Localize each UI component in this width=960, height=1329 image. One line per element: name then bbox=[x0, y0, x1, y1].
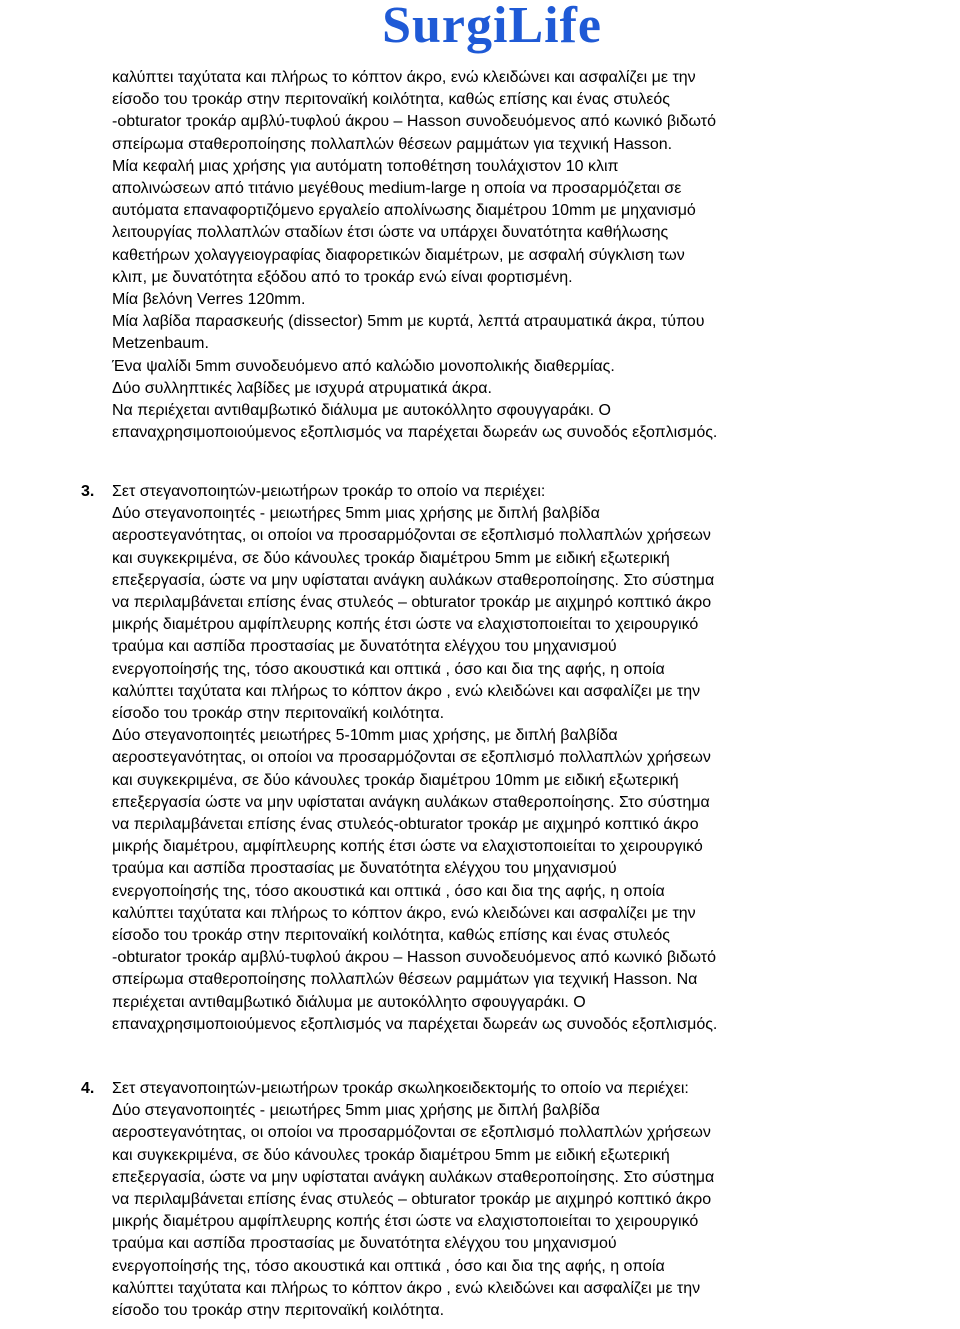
line-text: καλύπτει ταχύτατα και πλήρως το κόπτον άκρο , ενώ κλειδώνει και ασφαλίζει με την bbox=[112, 682, 701, 700]
line-text: -obturator τροκάρ αμβλύ-τυφλού άκρου – Hasson συνοδευόμενος από κωνικό βιδωτό bbox=[112, 113, 716, 131]
text-line bbox=[112, 1122, 852, 1144]
text-line bbox=[112, 1145, 852, 1167]
line-text: Σετ στεγανοποιητών-μειωτήρων τροκάρ σκωληκοειδεκτομής το οποίο να περιέχει: bbox=[112, 1080, 689, 1097]
line-text: αεροστεγανότητας, οι οποίοι να προσαρμόζονται σε εξοπλισμό πολλαπλών χρήσεων bbox=[112, 749, 711, 767]
line-text: μικρής διαμέτρου αμφίπλευρης κοπής έτσι ώστε να ελαχιστοποιείται το χειρουργικό bbox=[112, 616, 699, 634]
line-text: κλιπ, με δυνατότητα εξόδου από το τροκάρ ενώ είναι φορτισμένη. bbox=[112, 268, 573, 286]
line-text: επεξεργασία, ώστε να μην υφίσταται ανάγκη αυλάκων σταθεροποίησης. Στο σύστημα bbox=[112, 571, 715, 589]
text-line bbox=[112, 289, 852, 311]
text-line bbox=[112, 1189, 852, 1211]
line-text: απολινώσεων από τιτάνιο μεγέθους medium-large η οποία να προσαρμόζεται σε bbox=[112, 180, 682, 198]
text-line bbox=[112, 659, 852, 681]
brand-logo-text: SurgiLife bbox=[382, 0, 602, 54]
text-line bbox=[112, 992, 852, 1014]
text-line bbox=[81, 1078, 852, 1100]
text-line bbox=[112, 1211, 852, 1233]
text-line bbox=[112, 245, 852, 267]
section-3 bbox=[81, 481, 852, 1036]
line-text: να περιλαμβάνεται επίσης ένας στυλεός – obturator τροκάρ με αιχμηρό κοπτικό άκρο bbox=[112, 594, 712, 612]
text-line bbox=[112, 333, 852, 355]
line-text: ενεργοποίησής της, τόσο ακουστικά και οπτικά , όσο και δια της αφής, η οποία bbox=[112, 882, 665, 900]
section-4 bbox=[81, 1078, 852, 1322]
line-text: και συγκεκριμένα, σε δύο κάνουλες τροκάρ διαμέτρου 5mm με ειδική εξωτερική bbox=[112, 549, 670, 567]
section-number: 3. bbox=[81, 483, 95, 500]
text-line bbox=[112, 1167, 852, 1189]
text-line bbox=[112, 747, 852, 769]
line-text: ενεργοποίησής της, τόσο ακουστικά και οπτικά , όσο και δια της αφής, η οποία bbox=[112, 660, 665, 678]
text-line bbox=[112, 614, 852, 636]
text-line bbox=[112, 792, 852, 814]
text-line bbox=[112, 89, 852, 111]
paragraph-continuation bbox=[112, 67, 852, 444]
text-line bbox=[112, 925, 852, 947]
line-text: και συγκεκριμένα, σε δύο κάνουλες τροκάρ διαμέτρου 5mm με ειδική εξωτερική bbox=[112, 1146, 670, 1164]
text-line bbox=[112, 858, 852, 880]
text-line bbox=[112, 814, 852, 836]
line-text: σπείρωμα σταθεροποίησης πολλαπλών θέσεων ραμμάτων για τεχνική Hasson. Να bbox=[112, 971, 698, 989]
line-text: να περιλαμβάνεται επίσης ένας στυλεός – obturator τροκάρ με αιχμηρό κοπτικό άκρο bbox=[112, 1191, 712, 1209]
line-text: Μία λαβίδα παρασκευής (dissector) 5mm με κυρτά, λεπτά ατραυματικά άκρα, τύπου bbox=[112, 313, 705, 331]
line-text: τραύμα και ασπίδα προστασίας με δυνατότητα ελέγχου του μηχανισμού bbox=[112, 860, 617, 878]
text-line bbox=[112, 947, 852, 969]
line-text: είσοδο του τροκάρ στην περιτοναϊκή κοιλότητα, καθώς επίσης και ένας στυλεός bbox=[112, 927, 671, 945]
text-line bbox=[112, 134, 852, 156]
line-text: καθετήρων χολαγγειογραφίας διαφορετικών διαμέτρων, με ασφαλή σύγκλιση των bbox=[112, 246, 685, 264]
line-text: αεροστεγανότητας, οι οποίοι να προσαρμόζονται σε εξοπλισμό πολλαπλών χρήσεων bbox=[112, 527, 711, 545]
line-text: Δύο στεγανοποιητές - μειωτήρες 5mm μιας χρήσης με διπλή βαλβίδα bbox=[112, 505, 600, 523]
text-line bbox=[112, 836, 852, 858]
text-line bbox=[112, 548, 852, 570]
line-text: σπείρωμα σταθεροποίησης πολλαπλών θέσεων ραμμάτων για τεχνική Hasson. bbox=[112, 135, 673, 153]
line-text: μικρής διαμέτρου, αμφίπλευρης κοπής έτσι ώστε να ελαχιστοποιείται το χειρουργικό bbox=[112, 838, 703, 856]
line-text: είσοδο του τροκάρ στην περιτοναϊκή κοιλότητα, καθώς επίσης και ένας στυλεός bbox=[112, 91, 671, 109]
text-line bbox=[112, 178, 852, 200]
text-line bbox=[112, 525, 852, 547]
line-text: Μία κεφαλή μιας χρήσης για αυτόματη τοποθέτηση τουλάχιστον 10 κλιπ bbox=[112, 157, 619, 175]
line-text: Σετ στεγανοποιητών-μειωτήρων τροκάρ το οποίο να περιέχει: bbox=[112, 483, 546, 500]
line-text: είσοδο του τροκάρ στην περιτοναϊκή κοιλότητα. bbox=[112, 1302, 445, 1320]
text-line bbox=[112, 703, 852, 725]
line-text: λειτουργίας πολλαπλών σταδίων έτσι ώστε να υπάρχει δυνατότητα καθήλωσης bbox=[112, 224, 669, 242]
line-text: ενεργοποίησής της, τόσο ακουστικά και οπτικά , όσο και δια της αφής, η οποία bbox=[112, 1257, 665, 1275]
line-text: -obturator τροκάρ αμβλύ-τυφλού άκρου – Hasson συνοδευόμενος από κωνικό βιδωτό bbox=[112, 949, 716, 967]
line-text: καλύπτει ταχύτατα και πλήρως το κόπτον άκρο, ενώ κλειδώνει και ασφαλίζει με την bbox=[112, 904, 696, 922]
line-text: καλύπτει ταχύτατα και πλήρως το κόπτον άκρο , ενώ κλειδώνει και ασφαλίζει με την bbox=[112, 1279, 701, 1297]
line-text: επαναχρησιμοποιούμενος εξοπλισμός να παρέχεται δωρεάν ως συνοδός εξοπλισμός. bbox=[112, 1015, 718, 1033]
text-line bbox=[112, 1256, 852, 1278]
text-line bbox=[112, 881, 852, 903]
text-line bbox=[112, 592, 852, 614]
text-line bbox=[81, 481, 852, 503]
text-line bbox=[112, 969, 852, 991]
line-text: επεξεργασία, ώστε να μην υφίσταται ανάγκη αυλάκων σταθεροποίησης. Στο σύστημα bbox=[112, 1168, 715, 1186]
line-text: αυτόματα επαναφορτιζόμενο εργαλείο απολίνωσης διαμέτρου 10mm με μηχανισμό bbox=[112, 202, 696, 220]
text-line bbox=[112, 681, 852, 703]
text-line bbox=[112, 378, 852, 400]
text-line bbox=[112, 770, 852, 792]
text-line bbox=[112, 356, 852, 378]
line-text: Δύο στεγανοποιητές μειωτήρες 5-10mm μιας χρήσης, με διπλή βαλβίδα bbox=[112, 727, 618, 745]
line-text: καλύπτει ταχύτατα και πλήρως το κόπτον άκρο, ενώ κλειδώνει και ασφαλίζει με την bbox=[112, 69, 696, 86]
text-line bbox=[112, 570, 852, 592]
text-line bbox=[112, 422, 852, 444]
text-line bbox=[112, 111, 852, 133]
section-number: 4. bbox=[81, 1080, 95, 1097]
text-line bbox=[112, 725, 852, 747]
text-line bbox=[112, 311, 852, 333]
text-line bbox=[112, 903, 852, 925]
line-text: Να περιέχεται αντιθαμβωτικό διάλυμα με αυτοκόλλητο σφουγγαράκι. Ο bbox=[112, 402, 611, 420]
line-text: επεξεργασία ώστε να μην υφίσταται ανάγκη αυλάκων σταθεροποίησης. Στο σύστημα bbox=[112, 793, 710, 811]
line-text: και συγκεκριμένα, σε δύο κάνουλες τροκάρ διαμέτρου 10mm με ειδική εξωτερική bbox=[112, 771, 679, 789]
text-line bbox=[112, 67, 852, 89]
line-text: τραύμα και ασπίδα προστασίας με δυνατότητα ελέγχου του μηχανισμού bbox=[112, 1235, 617, 1253]
text-line bbox=[112, 156, 852, 178]
text-line bbox=[112, 503, 852, 525]
line-text: Μία βελόνη Verres 120mm. bbox=[112, 291, 306, 309]
text-line bbox=[112, 1233, 852, 1255]
text-line bbox=[112, 400, 852, 422]
line-text: περιέχεται αντιθαμβωτικό διάλυμα με αυτοκόλλητο σφουγγαράκι. Ο bbox=[112, 993, 586, 1011]
text-line bbox=[112, 1014, 852, 1036]
text-line bbox=[112, 200, 852, 222]
line-text: Δύο συλληπτικές λαβίδες με ισχυρά ατρυματικά άκρα. bbox=[112, 379, 492, 397]
line-text: Metzenbaum. bbox=[112, 335, 209, 353]
line-text: μικρής διαμέτρου αμφίπλευρης κοπής έτσι ώστε να ελαχιστοποιείται το χειρουργικό bbox=[112, 1213, 699, 1231]
text-line bbox=[112, 1100, 852, 1122]
text-line bbox=[112, 1300, 852, 1322]
text-line bbox=[112, 267, 852, 289]
line-text: αεροστεγανότητας, οι οποίοι να προσαρμόζονται σε εξοπλισμό πολλαπλών χρήσεων bbox=[112, 1124, 711, 1142]
line-text: τραύμα και ασπίδα προστασίας με δυνατότητα ελέγχου του μηχανισμού bbox=[112, 638, 617, 656]
line-text: Ένα ψαλίδι 5mm συνοδευόμενο από καλώδιο μονοπολικής διαθερμίας. bbox=[112, 357, 615, 375]
line-text: είσοδο του τροκάρ στην περιτοναϊκή κοιλότητα. bbox=[112, 705, 445, 723]
line-text: επαναχρησιμοποιούμενος εξοπλισμός να παρέχεται δωρεάν ως συνοδός εξοπλισμός. bbox=[112, 424, 718, 442]
text-line bbox=[112, 636, 852, 658]
line-text: να περιλαμβάνεται επίσης ένας στυλεός-obturator τροκάρ με αιχμηρό κοπτικό άκρο bbox=[112, 816, 699, 834]
line-text: Δύο στεγανοποιητές - μειωτήρες 5mm μιας χρήσης με διπλή βαλβίδα bbox=[112, 1102, 600, 1120]
text-line bbox=[112, 222, 852, 244]
text-line bbox=[112, 1278, 852, 1300]
